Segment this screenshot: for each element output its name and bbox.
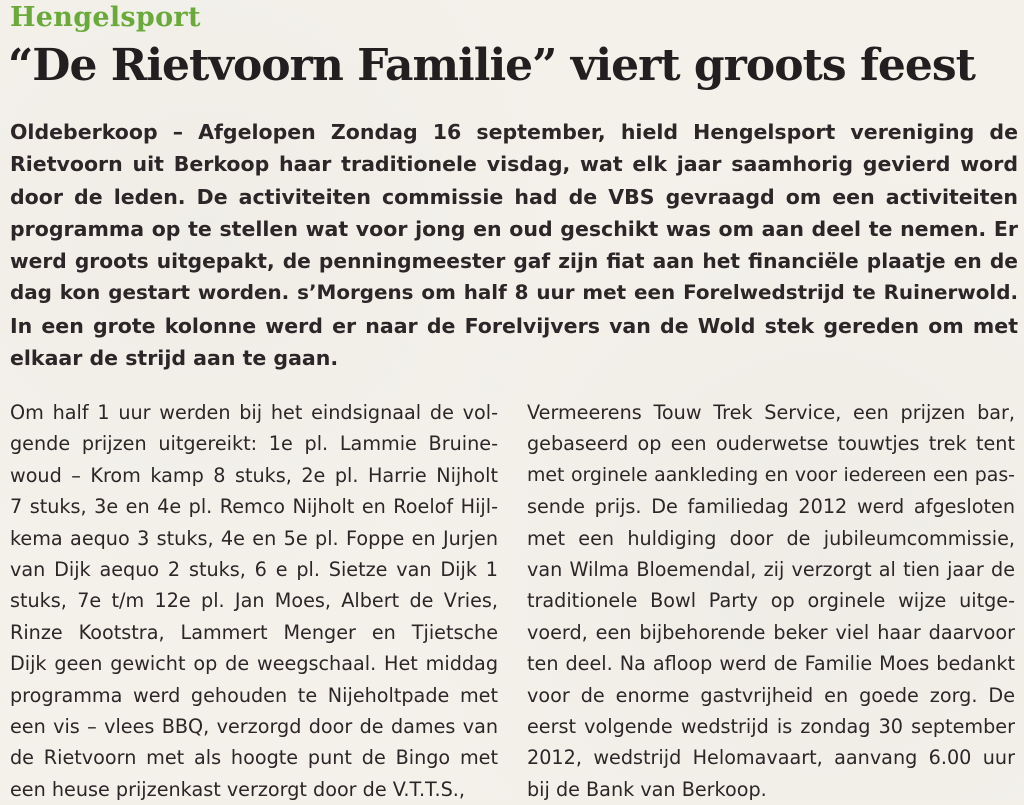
body-line: de Rietvoorn met als hoogte punt de Bingo met (10, 746, 498, 770)
body-line: Dijk geen gewicht op de weegschaal. Het middag (10, 652, 498, 676)
body-line: gende prijzen uitgereikt: 1e pl. Lammie Bruine- (10, 432, 498, 456)
body-line: programma werd gehouden te Nijeholtpade met (10, 683, 498, 707)
lead-line: dag kon gestart worden. s’Morgens om half 8 uur met een Forelwedstrijd te Ruinerwold. (10, 281, 1018, 305)
body-line: sende prijs. De familiedag 2012 werd afgesloten (527, 495, 1015, 519)
body-line: Rinze Kootstra, Lammert Menger en Tjietsche (10, 620, 498, 644)
body-line: Om half 1 uur werden bij het eindsignaal de vol- (10, 401, 498, 424)
lead-paragraph (10, 116, 1018, 374)
body-line: een heuse prijzenkast verzorgt door de V.T.T.S., (10, 777, 465, 801)
body-line: voor de enorme gastvrijheid en goede zorg. De (527, 683, 1015, 707)
body-line: kema aequo 3 stuks, 4e en 5e pl. Foppe en Jurjen (10, 526, 498, 550)
lead-line: Rietvoorn uit Berkoop haar traditionele visdag, wat elk jaar saamhorig gevierd word (10, 152, 1018, 177)
lead-line: programma op te stellen wat voor jong en oud geschikt was om aan deel te nemen. Er (10, 216, 1018, 241)
body-line: van Wilma Bloemendal, zij verzorgt al tien jaar de (527, 558, 1015, 582)
lead-line: In een grote kolonne werd er naar de Forelvijvers van de Wold stek gereden om met (10, 313, 1018, 338)
headline: “De Rietvoorn Familie” viert groots feest (8, 40, 975, 91)
section-label: Hengelsport (10, 2, 201, 33)
body-line: traditionele Bowl Party op orginele wijze uitge- (527, 589, 1015, 613)
body-line: met een huldiging door de jubileumcommissie, (527, 526, 1015, 550)
body-line: 2012, wedstrijd Helomavaart, aanvang 6.00 uur (527, 746, 1015, 770)
lead-line: door de leden. De activiteiten commissie had de VBS gevraagd om een activiteiten (10, 184, 1018, 209)
body-line: woud – Krom kamp 8 stuks, 2e pl. Harrie Nijholt (10, 463, 498, 487)
body-line: voerd, een bijbehorende beker viel haar daarvoor (527, 620, 1015, 644)
body-line: bij de Bank van Berkoop. (527, 777, 767, 801)
lead-line: elkaar de strijd aan te gaan. (10, 346, 339, 371)
body-column-right (527, 397, 1015, 805)
body-line: gebaseerd op een ouderwetse touwtjes trek tent (527, 432, 1015, 456)
body-line: Vermeerens Touw Trek Service, een prijzen bar, (527, 401, 1015, 424)
body-line: een vis – vlees BBQ, verzorgd door de dames van (10, 715, 498, 739)
body-line: ten deel. Na afloop werd de Familie Moes bedankt (527, 652, 1015, 676)
body-line: met orginele aankleding en voor iedereen een pas- (527, 463, 1015, 486)
body-line: 7 stuks, 3e en 4e pl. Remco Nijholt en Roelof Hijl- (10, 495, 498, 519)
body-line: eerst volgende wedstrijd is zondag 30 september (527, 715, 1015, 739)
body-line: van Dijk aequo 2 stuks, 6 e pl. Sietze van Dijk 1 (10, 558, 498, 582)
lead-line: werd groots uitgepakt, de penningmeester gaf zijn fiat aan het financiële plaatje en de (10, 249, 1018, 274)
body-column-left (10, 397, 498, 805)
body-line: stuks, 7e t/m 12e pl. Jan Moes, Albert de Vries, (10, 589, 498, 613)
lead-line: Oldeberkoop – Afgelopen Zondag 16 september, hield Hengelsport vereniging de (10, 120, 1018, 144)
